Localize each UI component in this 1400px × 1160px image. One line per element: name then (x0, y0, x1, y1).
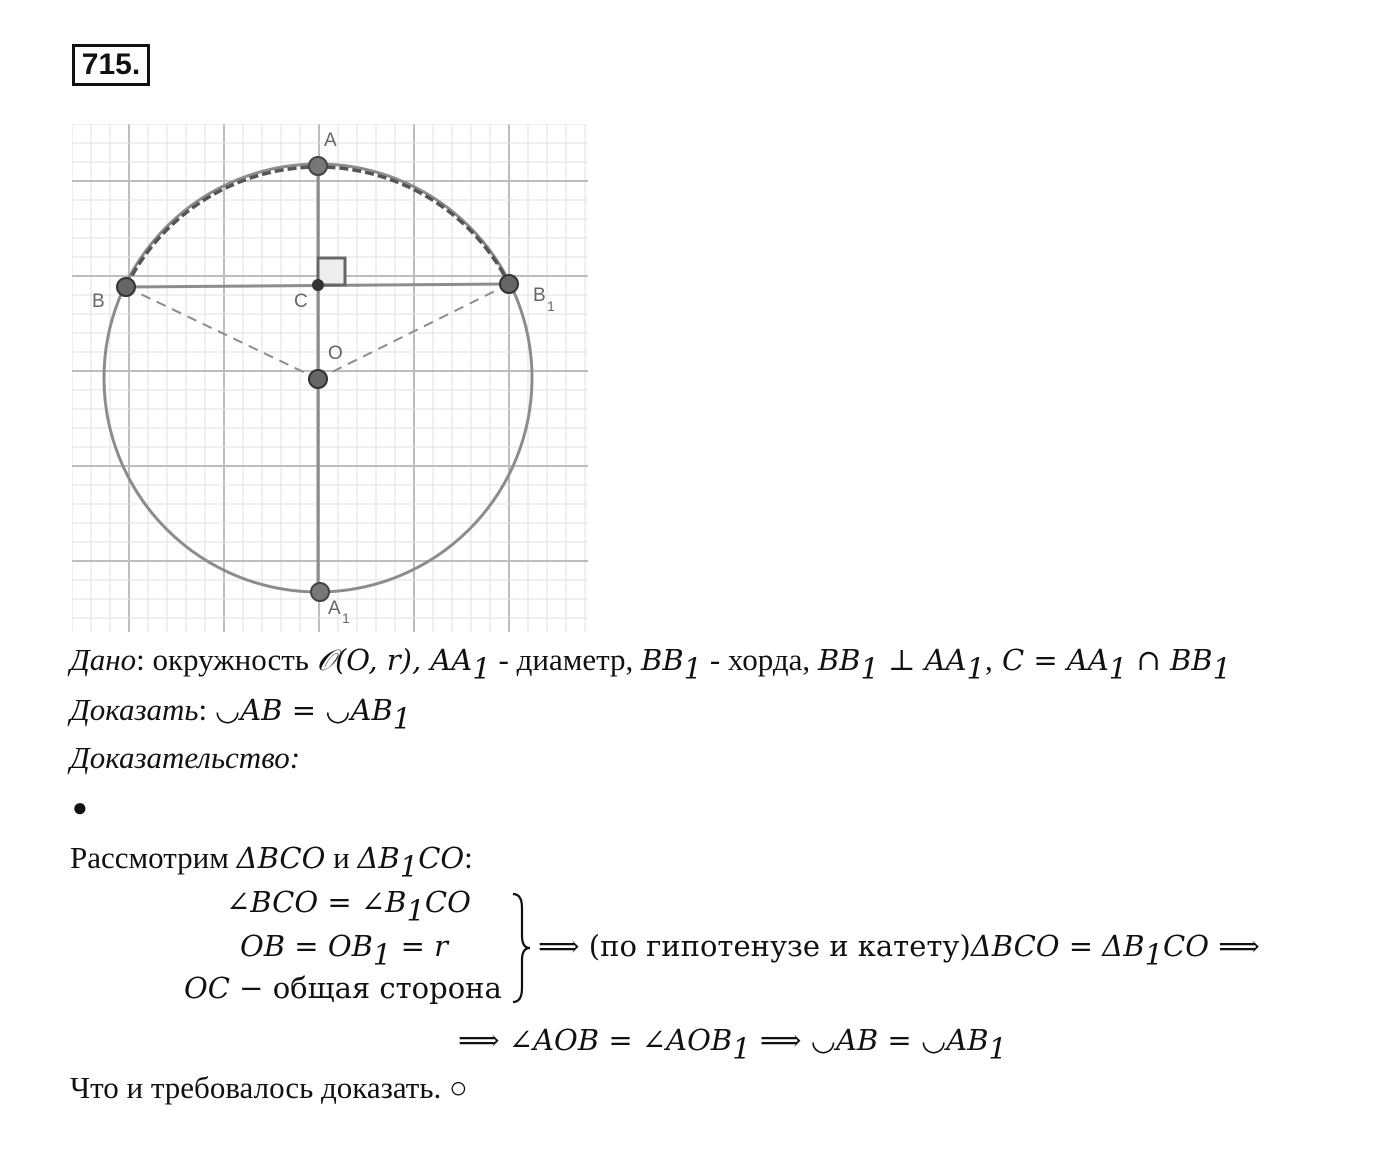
given-line (70, 640, 1232, 686)
system-brace (508, 892, 532, 1004)
system-row-2-a: OB = OB (240, 929, 373, 963)
prove-line (70, 690, 412, 736)
label-o: O (328, 343, 343, 364)
label-b1-sub: 1 (547, 298, 555, 314)
given-perp: BB (817, 643, 861, 677)
system-row-3-b: − общая сторона (229, 971, 502, 1005)
conclusion-1-arrow: ⟹ (538, 929, 589, 963)
prove-label: Доказать (70, 692, 199, 727)
proof-label: Доказательство: (70, 740, 301, 775)
system-row-2 (240, 926, 448, 972)
system-row-1 (226, 882, 471, 928)
conclusion-1-eq-sub: 1 (1144, 937, 1164, 972)
given-comma: , (985, 642, 993, 677)
conclusion-2-b: ⟹ ◡AB = ◡AB (750, 1023, 989, 1057)
triangle-bco: ΔBCO (236, 841, 326, 875)
given-text-1: : окружность (136, 642, 317, 677)
problem-number: 715. (72, 44, 150, 86)
conclusion-2 (458, 1020, 1007, 1066)
conclusion-2-a: ⟹ ∠AOB = ∠AOB (458, 1023, 733, 1057)
given-sub-5: 1 (1108, 651, 1128, 686)
point-a (309, 157, 327, 175)
consider-colon: : (464, 840, 473, 875)
triangle-b1co-b: CO (418, 841, 465, 875)
label-b1: B (533, 285, 546, 306)
given-intersection: C = AA (992, 643, 1109, 677)
point-b1 (500, 275, 518, 293)
prove-colon: : (198, 692, 215, 727)
grid (72, 124, 588, 632)
consider-line (70, 838, 473, 884)
conclusion-1-text: (по гипотенузе и катету) (588, 929, 971, 963)
point-c (312, 279, 324, 291)
given-intersection-2: ∩ BB (1127, 643, 1213, 677)
qed-line: Что и требовалось доказать. ○ (70, 1070, 468, 1105)
system-row-1-b: CO (424, 885, 471, 919)
given-chord: BB (641, 643, 684, 677)
label-b: B (92, 291, 105, 312)
conclusion-2-sub-2: 1 (988, 1031, 1007, 1066)
given-sub-2: 1 (683, 651, 703, 686)
system-row-3 (184, 968, 502, 1008)
label-a1: A (328, 598, 341, 619)
system-row-2-b: = r (391, 929, 448, 963)
given-text-3: - хорда, (702, 642, 818, 677)
given-sub-3: 1 (860, 651, 879, 686)
prove-expr: ◡AB = ◡AB (214, 693, 393, 727)
given-perp-2: ⊥ AA (878, 643, 967, 677)
conclusion-1-eq-a: ΔBCO = ΔB (970, 929, 1145, 963)
consider-and: и (325, 840, 358, 875)
given-label: Дано (70, 642, 137, 677)
given-sub-6: 1 (1212, 651, 1232, 686)
point-o (309, 370, 327, 388)
given-text-2: - диаметр, (490, 642, 642, 677)
system-row-1-sub: 1 (406, 893, 425, 928)
label-c: C (294, 291, 308, 312)
conclusion-1 (538, 926, 1260, 972)
triangle-b1co-sub: 1 (399, 849, 419, 884)
geometry-figure (72, 124, 588, 632)
system-row-2-sub: 1 (372, 937, 392, 972)
consider-text: Рассмотрим (70, 840, 237, 875)
given-sub-1: 1 (472, 651, 491, 686)
conclusion-1-eq-b: CO ⟹ (1163, 929, 1260, 963)
triangle-b1co-a: ΔB (357, 841, 400, 875)
system-row-1-a: ∠BCO = ∠B (226, 885, 407, 919)
prove-sub: 1 (392, 701, 412, 736)
label-a: A (324, 130, 337, 151)
given-sub-4: 1 (966, 651, 985, 686)
label-a1-sub: 1 (342, 610, 350, 626)
point-b (117, 278, 135, 296)
conclusion-2-sub-1: 1 (732, 1031, 751, 1066)
system-row-3-a: OC (184, 971, 230, 1005)
given-circle: 𝒪(O, r), AA (316, 643, 473, 677)
bullet: ● (72, 793, 88, 822)
point-a1 (311, 583, 329, 601)
